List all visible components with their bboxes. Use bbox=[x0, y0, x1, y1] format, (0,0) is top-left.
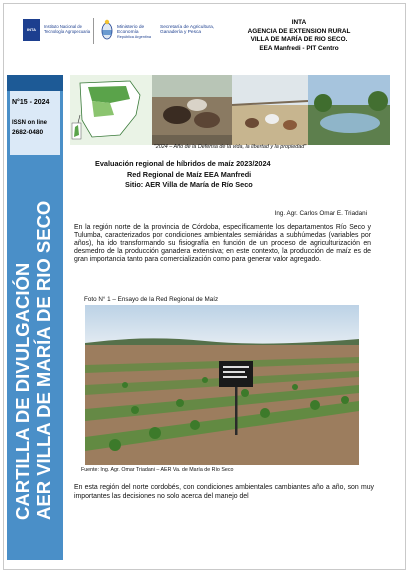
photo-source: Fuente: Ing. Agr. Omar Triadani – AER Va. de María de Río Seco bbox=[81, 467, 234, 473]
ministry-sub: República Argentina bbox=[117, 35, 151, 40]
agency-line: VILLA DE MARÍA DE RIO SECO. bbox=[250, 36, 348, 44]
goats-photo bbox=[232, 75, 308, 145]
header-divider bbox=[93, 18, 94, 44]
agency-line: AGENCIA DE EXTENSION RURAL bbox=[247, 27, 351, 35]
maize-trial-photo bbox=[85, 305, 359, 465]
cattle-photo bbox=[152, 75, 232, 145]
issn-label: ISSN on line bbox=[12, 120, 48, 126]
article-title: Evaluación regional de híbridos de maíz 2023/2024 bbox=[95, 159, 271, 168]
national-shield-icon bbox=[101, 19, 113, 41]
agency-line: INTA bbox=[291, 19, 307, 26]
vertical-title bbox=[12, 140, 54, 520]
water-reservoir-photo bbox=[308, 75, 390, 145]
issue-number: N°15 - 2024 bbox=[12, 99, 50, 106]
vertical-title-line1: CARTILLA DE DIVULGACIÓN bbox=[12, 262, 33, 520]
ministry-name bbox=[117, 25, 157, 41]
secretariat-name: Secretaría de Agricultura, Ganadería y Pesca bbox=[160, 25, 215, 36]
article-site: Sitio: AER Villa de María de Río Seco bbox=[125, 180, 253, 189]
second-paragraph: En esta región del norte cordobés, con condiciones ambientales cambiantes año a año, son muy importantes las decisiones no solo acerca del manejo del bbox=[74, 484, 374, 500]
inta-logo: INTA bbox=[23, 19, 40, 41]
issn-number: 2682-0480 bbox=[12, 129, 44, 136]
region-map-image bbox=[70, 75, 152, 145]
inta-name: Instituto Nacional de Tecnología Agropecuaria bbox=[44, 24, 91, 34]
ministry-label: Ministerio de Economía bbox=[117, 25, 145, 36]
agency-block bbox=[219, 19, 379, 53]
vertical-title-line2: AER VILLA DE MARÍA DE RIO SECO bbox=[33, 200, 54, 520]
photo-strip bbox=[70, 75, 390, 145]
photo-caption: Foto N° 1 – Ensayo de la Red Regional de Maíz bbox=[84, 296, 219, 303]
year-motto: "2024 – Año de la Defensa de la vida, la libertad y la propiedad" bbox=[153, 144, 307, 150]
header bbox=[21, 15, 391, 70]
author: Ing. Agr. Carlos Omar E. Triadani bbox=[274, 210, 367, 217]
intro-paragraph: En la región norte de la provincia de Córdoba, específicamente los departamentos Río Seco y Tulumba, caracterizados por condiciones ambientales semiáridas a subhúmedas (variables por años), ha ido transformando su fisiografía en función de un proceso de agriculturización en desmedro de la producción ganadera extensiva; en este contexto, la producción de maíz es de gran importancia tanto para comercialización como para generar valor agregado. bbox=[74, 224, 371, 263]
agency-line: EEA Manfredi - PIT Centro bbox=[259, 44, 339, 52]
article-subtitle: Red Regional de Maíz EEA Manfredi bbox=[127, 170, 252, 179]
sidebar-band-top bbox=[7, 75, 63, 91]
